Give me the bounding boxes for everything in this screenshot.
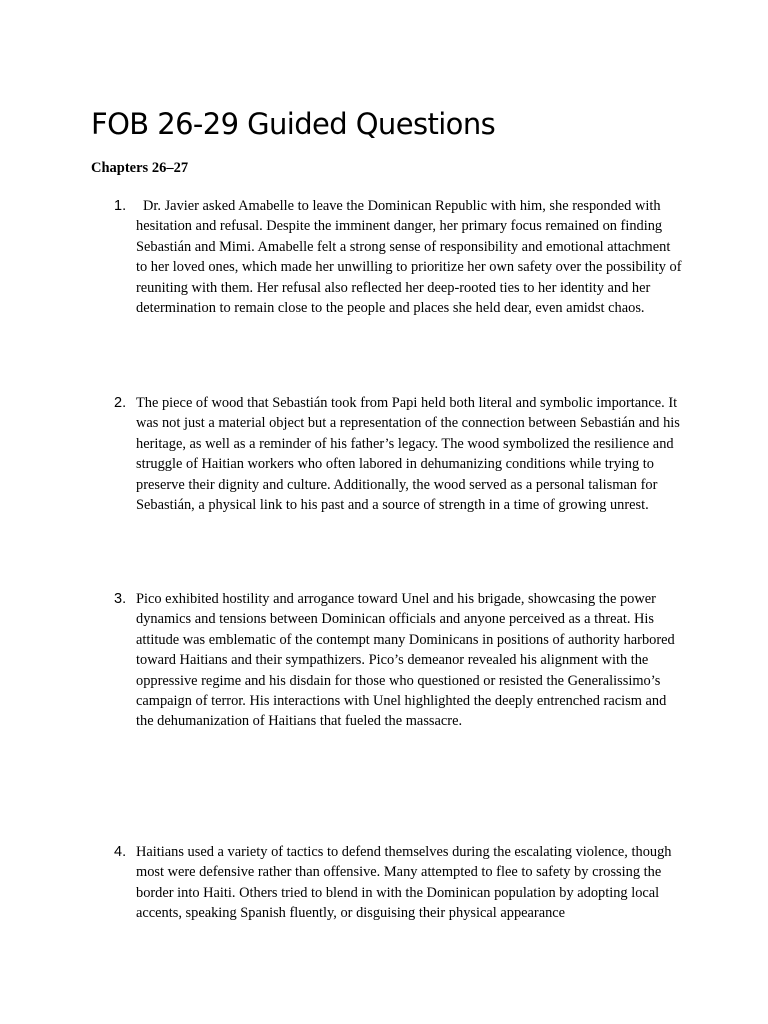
document-title: FOB 26-29 Guided Questions	[91, 107, 496, 141]
question-answer-text: Haitians used a variety of tactics to defend themselves during the escalating violence, though most were defensive rather than offensive. Many attempted to flee to safety by crossing the border into Haiti. Others tried to blend in with the Dominican population by adopting local accents, speaking Spanish fluently, or disguising their physical appearance	[136, 844, 672, 922]
question-answer-text: Dr. Javier asked Amabelle to leave the Dominican Republic with him, she responded with hesitation and refusal. Despite the imminent danger, her primary focus remained on finding Sebastián and Mimi. Amabelle felt a strong sense of responsibility and emotional attachment to her loved ones, which made her unwilling to prioritize her own safety over the possibility of reuniting with them. Her refusal also reflected her deep-rooted ties to her identity and her determination to remain close to the people and places she held dear, even amidst chaos.	[136, 198, 682, 317]
section-heading: Chapters 26–27	[91, 160, 189, 176]
question-number: 2.	[114, 395, 127, 411]
question-answer-text: The piece of wood that Sebastián took from Papi held both literal and symbolic importance. It was not just a material object but a representation of the connection between Sebastián and his heritage, as well as a reminder of his father’s legacy. The wood symbolized the resilience and struggle of Haitian workers who often labored in dehumanizing conditions while trying to preserve their dignity and culture. Additionally, the wood served as a personal talisman for Sebastián, a physical link to his past and a source of strength in a time of growing unrest.	[136, 395, 680, 514]
question-number: 1.	[114, 198, 127, 214]
question-answer-text: Pico exhibited hostility and arrogance toward Unel and his brigade, showcasing the power dynamics and tensions between Dominican officials and anyone perceived as a threat. His attitude was emblematic of the contempt many Dominicans in positions of authority harbored toward Haitians and their sympathizers. Pico’s demeanor revealed his alignment with the oppressive regime and his disdain for those who questioned or resisted the Generalissimo’s campaign of terror. His interactions with Unel highlighted the deeply entrenched racism and the dehumanization of Haitians that fueled the massacre.	[136, 591, 675, 730]
question-number: 4.	[114, 844, 127, 860]
question-number: 3.	[114, 591, 127, 607]
